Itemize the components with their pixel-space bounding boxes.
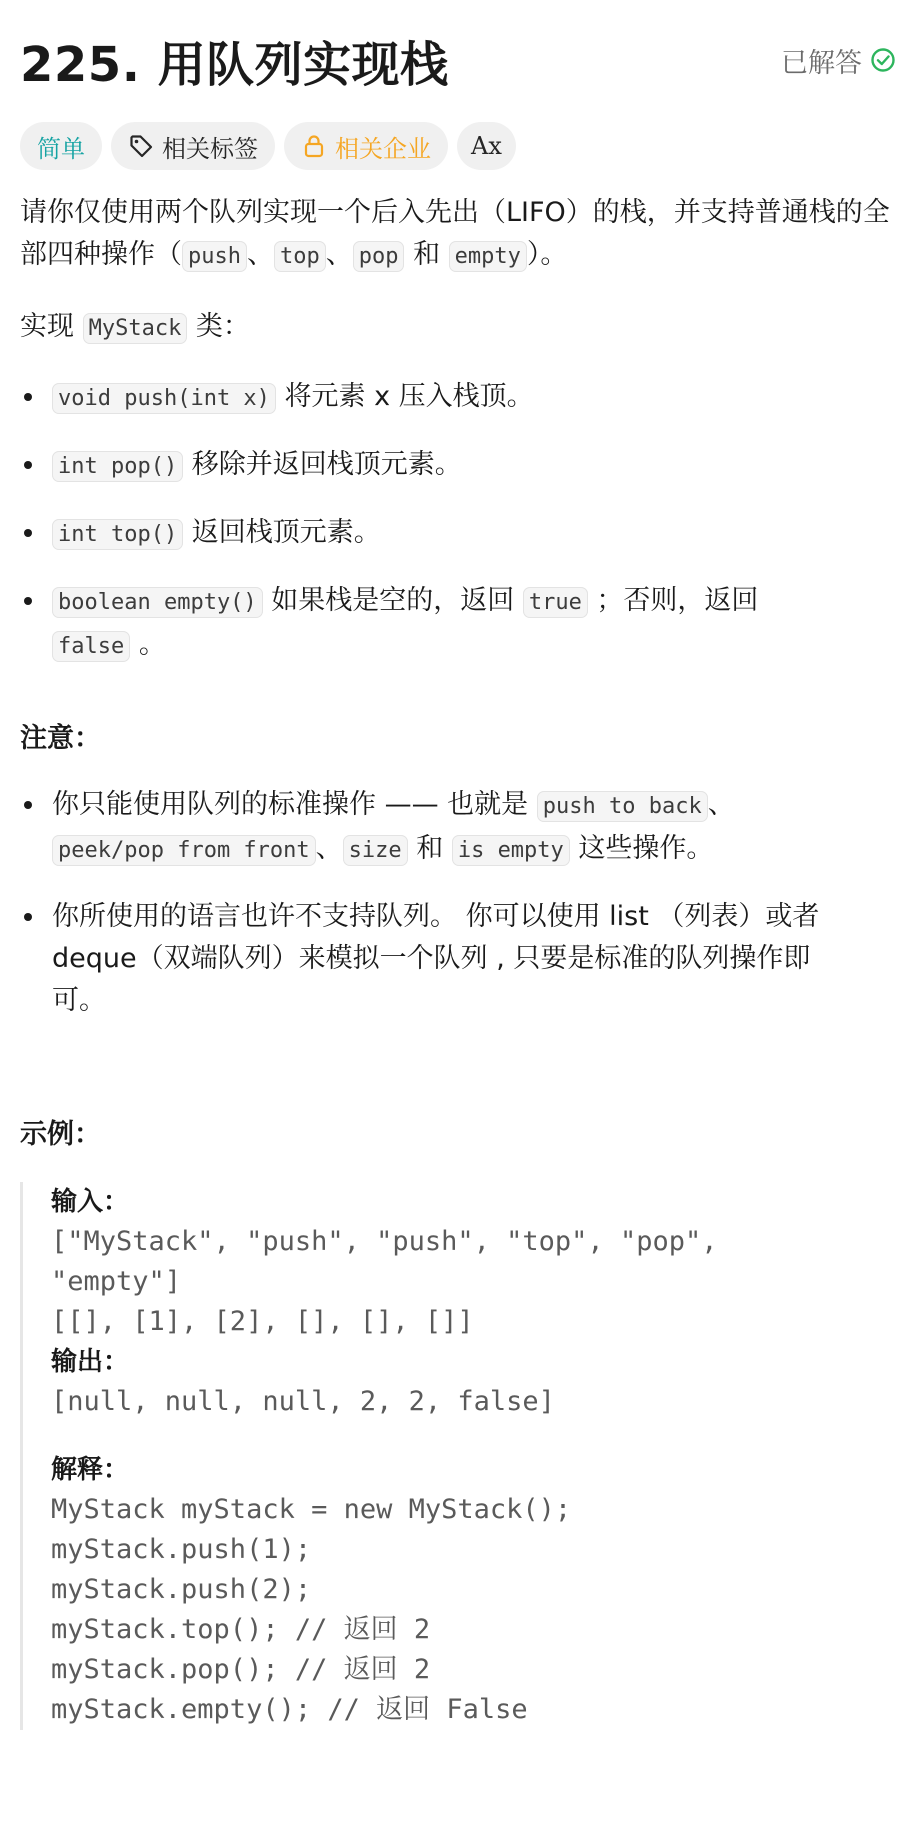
explain-line: myStack.empty(); // 返回 False <box>51 1694 528 1725</box>
inline-code: is empty <box>452 835 570 866</box>
notes-heading: 注意： <box>20 723 101 754</box>
conjunction: 和 <box>404 239 449 270</box>
inline-code: size <box>343 835 408 866</box>
inline-code: push <box>182 241 247 272</box>
inline-code: void push(int x) <box>52 383 276 414</box>
inline-code: push to back <box>537 791 708 822</box>
problem-description <box>20 192 896 1730</box>
input-line: "empty"] <box>51 1266 182 1297</box>
translate-icon: Aх <box>471 132 502 160</box>
implement-paragraph <box>20 306 896 350</box>
separator: 、 <box>246 239 274 270</box>
notes-list <box>20 784 896 1022</box>
input-line: ["MyStack", "push", "push", "top", "pop", <box>51 1226 718 1257</box>
method-desc: 。 <box>130 629 166 660</box>
example-block <box>20 1182 896 1730</box>
method-desc: 将元素 x 压入栈顶。 <box>275 381 534 412</box>
list-item <box>52 376 896 420</box>
inline-code: pop <box>353 241 405 272</box>
inline-code: peek/pop from front <box>52 835 316 866</box>
explain-line: myStack.pop(); // 返回 2 <box>51 1654 431 1685</box>
explain-line: myStack.top(); // 返回 2 <box>51 1614 431 1645</box>
inline-code: false <box>52 631 130 662</box>
related-companies-button[interactable] <box>284 122 448 170</box>
method-desc: 返回栈顶元素。 <box>183 517 381 548</box>
tag-icon <box>128 133 154 159</box>
explain-line: myStack.push(1); <box>51 1534 312 1565</box>
problem-title: 225. 用队列实现栈 <box>20 36 449 93</box>
output-line: [null, null, null, 2, 2, false] <box>51 1386 555 1417</box>
example-heading: 示例： <box>20 1119 101 1150</box>
conjunction: 和 <box>407 833 452 864</box>
explain-line: MyStack myStack = new MyStack(); <box>51 1494 572 1525</box>
inline-code: true <box>523 587 588 618</box>
input-label: 输入： <box>51 1187 130 1217</box>
inline-code: empty <box>449 241 527 272</box>
check-circle-icon <box>870 47 896 73</box>
inline-code: boolean empty() <box>52 587 263 618</box>
problem-header <box>20 0 896 120</box>
separator: 、 <box>325 239 353 270</box>
list-item <box>52 896 896 1022</box>
related-companies-label: 相关企业 <box>335 134 431 163</box>
explain-line: myStack.push(2); <box>51 1574 312 1605</box>
solved-status-label: 已解答 <box>781 47 862 79</box>
separator: 、 <box>315 833 343 864</box>
intro-text: 请你仅使用两个队列实现一个后入先出（LIFO）的栈，并支持普通栈的全部四种操作（ <box>20 197 890 270</box>
inline-code: top <box>274 241 326 272</box>
list-item <box>52 444 896 488</box>
list-item <box>52 512 896 556</box>
related-tags-label: 相关标签 <box>162 134 258 163</box>
note-text: 你只能使用队列的标准操作 —— 也就是 <box>52 789 537 820</box>
method-desc: 移除并返回栈顶元素。 <box>183 449 462 480</box>
note-text: 这些操作。 <box>569 833 714 864</box>
related-tags-button[interactable] <box>111 122 275 170</box>
inline-code: MyStack <box>83 313 188 344</box>
output-label: 输出： <box>51 1347 130 1377</box>
list-item <box>52 580 896 668</box>
implement-prefix: 实现 <box>20 311 83 342</box>
method-list <box>20 376 896 668</box>
method-desc: 如果栈是空的，返回 <box>262 585 523 616</box>
intro-end: ）。 <box>526 239 568 270</box>
intro-paragraph <box>20 192 896 278</box>
translate-button[interactable] <box>457 122 516 170</box>
inline-code: int pop() <box>52 451 183 482</box>
difficulty-tag[interactable]: 简单 <box>20 122 102 170</box>
note-text: 你所使用的语言也许不支持队列。 你可以使用 list （列表）或者 deque（双端队列）来模拟一个队列 , 只要是标准的队列操作即可。 <box>52 901 820 1016</box>
input-line: [[], [1], [2], [], [], []] <box>51 1306 474 1337</box>
tag-row <box>20 122 896 170</box>
implement-suffix: 类： <box>187 311 250 342</box>
separator: 、 <box>707 789 735 820</box>
explain-label: 解释： <box>51 1455 130 1485</box>
inline-code: int top() <box>52 519 183 550</box>
method-desc: ；否则，返回 <box>587 585 759 616</box>
lock-icon <box>301 133 327 159</box>
list-item <box>52 784 896 872</box>
solved-status[interactable] <box>781 41 896 80</box>
